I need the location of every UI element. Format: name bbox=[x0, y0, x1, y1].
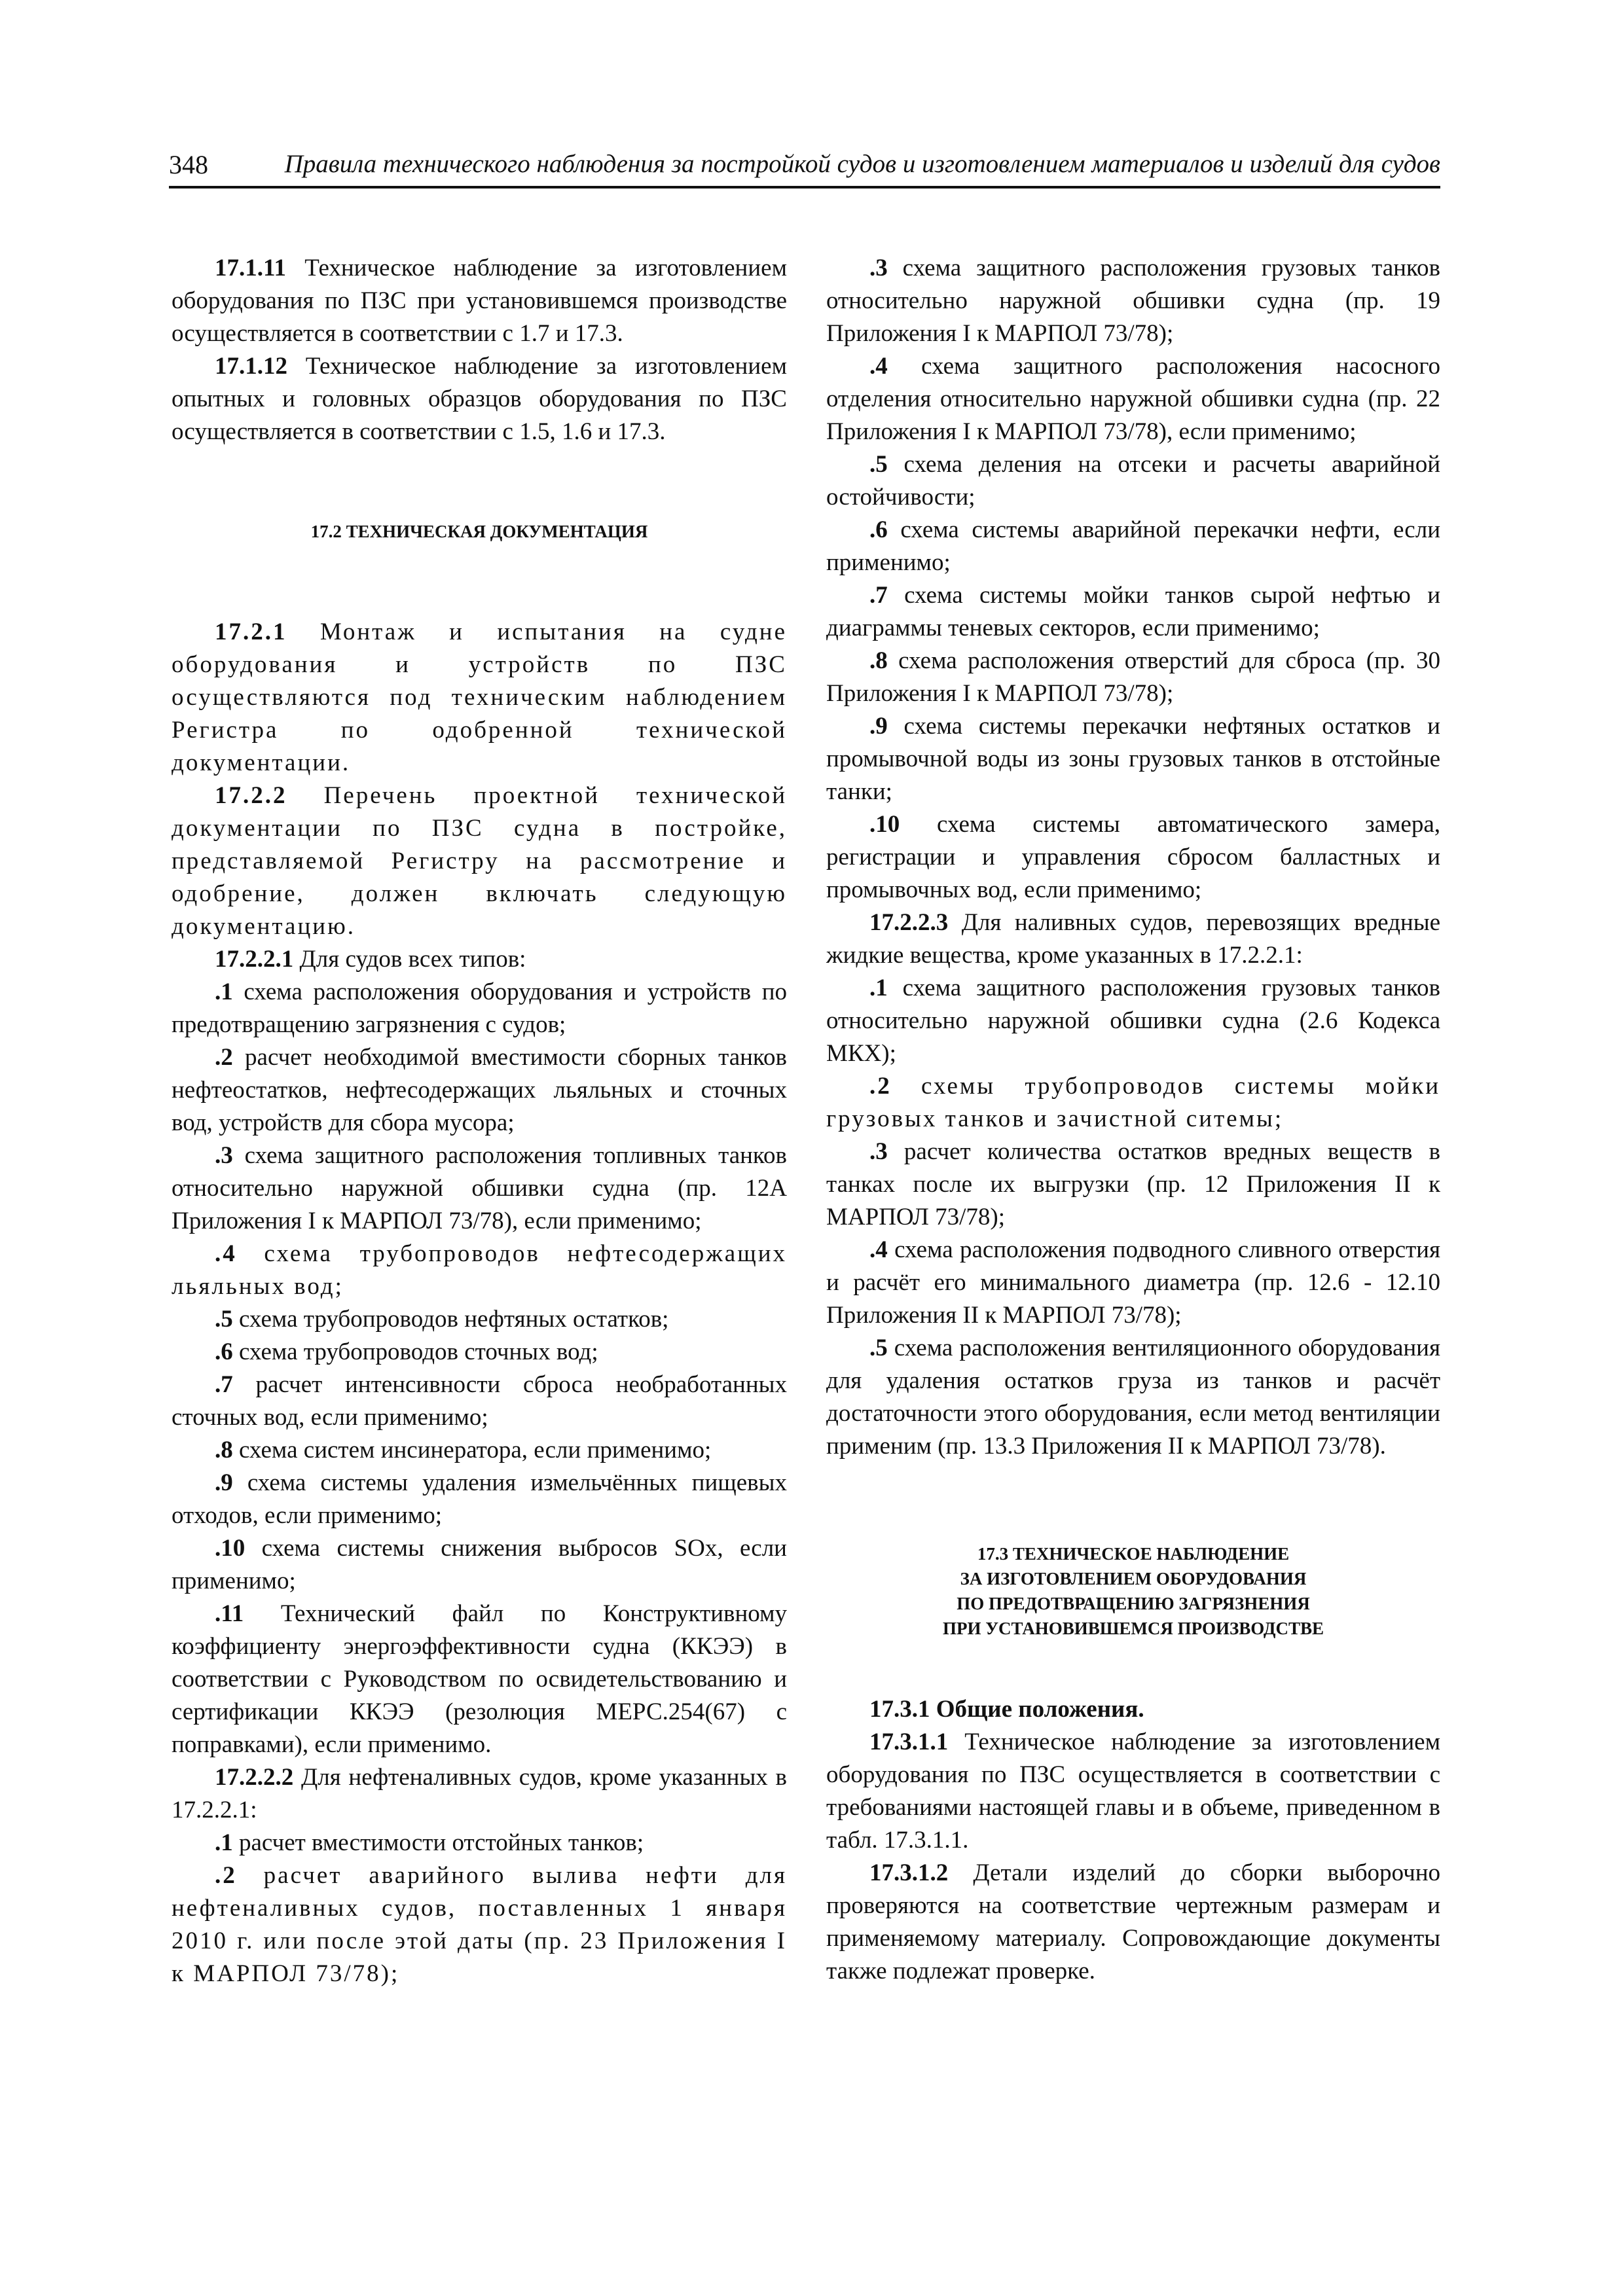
list-item: .7 схема системы мойки танков сырой нефтью и диаграммы теневых секторов, если применимо; bbox=[826, 582, 1440, 641]
page-header bbox=[169, 145, 1440, 188]
section-heading-17-2: 17.2 ТЕХНИЧЕСКАЯ ДОКУМЕНТАЦИЯ bbox=[310, 522, 648, 541]
list-item: .4 схема защитного расположения насосного отделения относительно наружной обшивки судна (пр. 22 Приложения I к МАРПОЛ 73/78), если применимо; bbox=[826, 353, 1440, 445]
left-column bbox=[172, 252, 787, 1990]
paragraph-17-2-1: 17.2.1 Монтаж и испытания на судне оборудования и устройств по ПЗС осуществляются под техническим наблюдением Регистра по одобренной технической документации. bbox=[172, 619, 787, 776]
right-column bbox=[826, 252, 1440, 1988]
heading-line: ЗА ИЗГОТОВЛЕНИЕМ ОБОРУДОВАНИЯ bbox=[960, 1569, 1307, 1588]
list-item: .2 расчет необходимой вместимости сборных танков нефтеостатков, нефтесодержащих льяльных и сточных вод, устройств для сбора мусора; bbox=[172, 1044, 787, 1136]
paragraph-17-3-1-2: 17.3.1.2 Детали изделий до сборки выборочно проверяются на соответствие чертежным размерам и применяемому материалу. Сопровождающие документы также подлежат проверке. bbox=[826, 1859, 1440, 1984]
page-number: 348 bbox=[169, 150, 208, 179]
list-item: .1 расчет вместимости отстойных танков; bbox=[215, 1829, 644, 1856]
list-item: .11 Технический файл по Конструктивному коэффициенту энергоэффективности судна (ККЭЭ) в соответствии с Руководством по освидетельствованию и сертификации ККЭЭ (резолюция МЕРС.254(67) с поправками), если применимо. bbox=[172, 1600, 787, 1758]
section-heading-17-3 bbox=[826, 1541, 1440, 1641]
list-item: .1 схема расположения оборудования и устройств по предотвращению загрязнения с судов; bbox=[172, 978, 787, 1038]
list-item: .3 схема защитного расположения топливных танков относительно наружной обшивки судна (пр. 12А Приложения I к МАРПОЛ 73/78), если применимо; bbox=[172, 1142, 787, 1234]
list-item: .2 расчет аварийного вылива нефти для нефтеналивных судов, поставленных 1 января 2010 г. или после этой даты (пр. 23 Приложения I к МАРПОЛ 73/78); bbox=[172, 1862, 787, 1987]
list-item: .9 схема системы перекачки нефтяных остатков и промывочной воды из зоны грузовых танков в отстойные танки; bbox=[826, 713, 1440, 805]
paragraph-17-1-11: 17.1.11 Техническое наблюдение за изготовлением оборудования по ПЗС при установившемся производстве осуществляется в соответствии с 1.7 и 17.3. bbox=[172, 255, 787, 347]
paragraph-17-2-2-2: 17.2.2.2 Для нефтеналивных судов, кроме указанных в 17.2.2.1: bbox=[172, 1764, 787, 1823]
list-item: .5 схема трубопроводов нефтяных остатков; bbox=[215, 1306, 669, 1333]
heading-line: 17.3 ТЕХНИЧЕСКОЕ НАБЛЮДЕНИЕ bbox=[977, 1544, 1290, 1564]
list-item: .5 схема деления на отсеки и расчеты аварийной остойчивости; bbox=[826, 451, 1440, 511]
list-item: .6 схема системы аварийной перекачки нефти, если применимо; bbox=[826, 516, 1440, 576]
heading-line: ПО ПРЕДОТВРАЩЕНИЮ ЗАГРЯЗНЕНИЯ bbox=[957, 1594, 1310, 1613]
list-item: .3 схема защитного расположения грузовых танков относительно наружной обшивки судна (пр. 19 Приложения I к МАРПОЛ 73/78); bbox=[826, 255, 1440, 347]
paragraph-17-1-12: 17.1.12 Техническое наблюдение за изготовлением опытных и головных образцов оборудования по ПЗС осуществляется в соответствии с 1.5, 1.6 и 17.3. bbox=[172, 353, 787, 445]
paragraph-17-2-2-1: 17.2.2.1 Для судов всех типов: bbox=[215, 946, 526, 973]
list-item: .2 схемы трубопроводов системы мойки грузовых танков и зачистной ситемы; bbox=[826, 1073, 1440, 1132]
list-item: .10 схема системы снижения выбросов SOx, если применимо; bbox=[172, 1535, 787, 1594]
list-item: .10 схема системы автоматического замера, регистрации и управления сбросом балластных и промывочных вод, если применимо; bbox=[826, 811, 1440, 903]
paragraph-17-2-2: 17.2.2 Перечень проектной технической документации по ПЗС судна в постройке, представляемой Регистру на рассмотрение и одобрение, должен включать следующую документацию. bbox=[172, 782, 787, 940]
list-item: .8 схема систем инсинератора, если применимо; bbox=[215, 1437, 712, 1463]
paragraph-17-3-1-1: 17.3.1.1 Техническое наблюдение за изготовлением оборудования по ПЗС осуществляется в соответствии с требованиями настоящей главы и в объеме, приведенном в табл. 17.3.1.1. bbox=[826, 1729, 1440, 1854]
list-item: .4 схема трубопроводов нефтесодержащих льяльных вод; bbox=[172, 1240, 787, 1300]
list-item: .4 схема расположения подводного сливного отверстия и расчёт его минимального диаметра (пр. 12.6 - 12.10 Приложения II к МАРПОЛ 73/78); bbox=[826, 1236, 1440, 1329]
list-item: .8 схема расположения отверстий для сброса (пр. 30 Приложения I к МАРПОЛ 73/78); bbox=[826, 647, 1440, 707]
list-item: .9 схема системы удаления измельчённых пищевых отходов, если применимо; bbox=[172, 1469, 787, 1529]
paragraph-17-2-2-3: 17.2.2.3 Для наливных судов, перевозящих вредные жидкие вещества, кроме указанных в 17.2.2.1: bbox=[826, 909, 1440, 969]
list-item: .6 схема трубопроводов сточных вод; bbox=[215, 1338, 598, 1365]
subsection-title-17-3-1: 17.3.1 Общие положения. bbox=[869, 1696, 1144, 1723]
running-title: Правила технического наблюдения за постройкой судов и изготовлением материалов и изделий для судов bbox=[284, 150, 1440, 178]
heading-line: ПРИ УСТАНОВИВШЕМСЯ ПРОИЗВОДСТВЕ bbox=[943, 1619, 1324, 1638]
list-item: .5 схема расположения вентиляционного оборудования для удаления остатков груза из танков и расчёт достаточности этого оборудования, если метод вентиляции применим (пр. 13.3 Приложения II к МАРПОЛ 73/78). bbox=[826, 1335, 1440, 1460]
list-item: .3 расчет количества остатков вредных веществ в танках после их выгрузки (пр. 12 Приложения II к МАРПОЛ 73/78); bbox=[826, 1138, 1440, 1230]
list-item: .1 схема защитного расположения грузовых танков относительно наружной обшивки судна (2.6 Кодекса МКХ); bbox=[826, 975, 1440, 1067]
list-item: .7 расчет интенсивности сброса необработанных сточных вод, если применимо; bbox=[172, 1371, 787, 1431]
